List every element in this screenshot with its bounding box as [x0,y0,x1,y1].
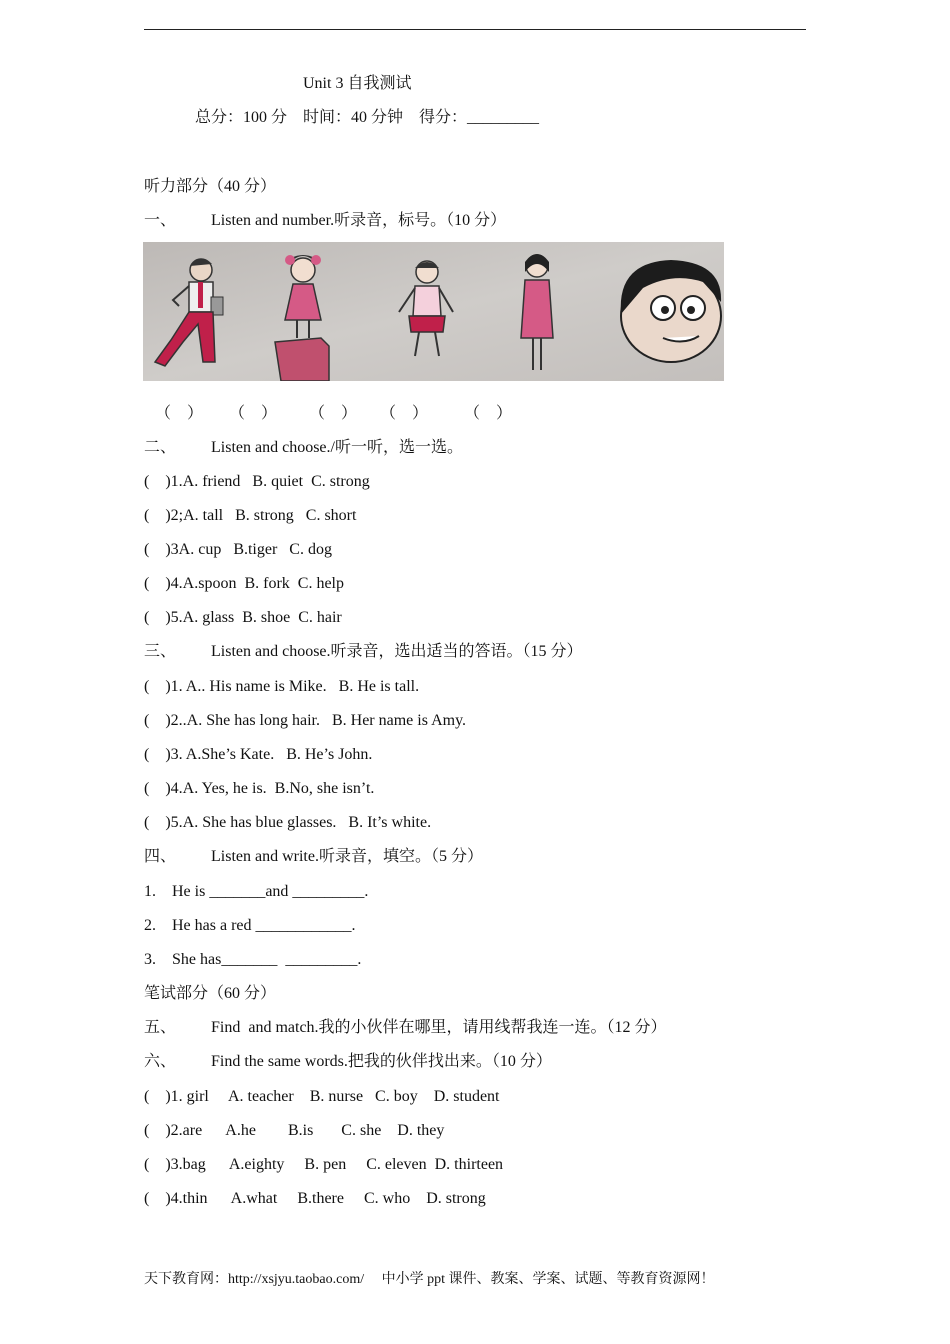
question-item: ( )4.A.spoon B. fork C. help [144,575,344,592]
question-item: ( )1. A.. His name is Mike. B. He is tall. [144,678,420,695]
listening-heading: 听力部分（40 分） [144,178,277,195]
section-instruction: Find and match.我的小伙伴在哪里，请用线帮我连一连。（12 分） [211,1019,667,1036]
section-5-heading [144,1018,667,1038]
section-2-heading [144,438,463,458]
question-item: ( )5.A. glass B. shoe C. hair [144,609,342,626]
section-instruction: Listen and choose.听录音，选出适当的答语。（15 分） [211,643,583,660]
answer-blank[interactable]: （ ） [155,405,204,422]
characters-photo [143,242,724,381]
section-1-heading [144,211,506,231]
section-number: 一、 [144,212,177,229]
question-item: ( )1.A. friend B. quiet C. strong [144,473,370,490]
section-3-heading [144,642,583,662]
answer-blank[interactable]: （ ） [464,405,513,422]
question-item: ( )5.A. She has blue glasses. B. It’s white. [144,814,432,831]
section-number: 二、 [144,439,177,456]
answer-blank[interactable]: （ ） [229,405,278,422]
time-limit: 时间：40 分钟 [303,109,404,126]
question-item: 2. He has a red ____________. [144,917,356,934]
section-4-heading [144,847,483,867]
page-footer: 天下教育网：http://xsjyu.taobao.com/ 中小学 ppt 课件、教案、学案、试题、等教育资源网！ [144,1272,715,1287]
section-instruction: Find the same words.把我的伙伴找出来。（10 分） [211,1053,552,1070]
section-instruction: Listen and write.听录音，填空。（5 分） [211,848,483,865]
writing-heading: 笔试部分（60 分） [144,985,277,1002]
question-item: ( )3. A.She’s Kate. B. He’s John. [144,746,373,763]
question-item: 3. She has_______ _________. [144,951,362,968]
section-number: 三、 [144,643,177,660]
question-item: ( )3A. cup B.tiger C. dog [144,541,332,558]
section-6-heading [144,1052,552,1072]
answer-blank[interactable]: （ ） [380,405,429,422]
question-item: ( )2..A. She has long hair. B. Her name is Amy. [144,712,467,729]
question-item: ( )2;A. tall B. strong C. short [144,507,357,524]
top-rule [144,29,806,30]
page-title: Unit 3 自我测试 [303,75,412,92]
question-item: ( )3.bag A.eighty B. pen C. eleven D. thirteen [144,1156,504,1173]
total-score: 总分：100 分 [195,109,288,126]
score-line [195,108,539,128]
section-number: 四、 [144,848,177,865]
score-field: 得分：_________ [419,109,540,126]
answer-blank[interactable]: （ ） [309,405,358,422]
question-item: 1. He is _______and _________. [144,883,369,900]
question-item: ( )2.are A.he B.is C. she D. they [144,1122,445,1139]
section-instruction: Listen and choose./听一听，选一选。 [211,439,463,456]
section-number: 六、 [144,1053,177,1070]
boy-head-figure [621,260,721,362]
question-item: ( )4.A. Yes, he is. B.No, she isn’t. [144,780,375,797]
question-item: ( )1. girl A. teacher B. nurse C. boy D. student [144,1088,500,1105]
section-number: 五、 [144,1019,177,1036]
section-instruction: Listen and number.听录音，标号。（10 分） [211,212,507,229]
question-item: ( )4.thin A.what B.there C. who D. strong [144,1190,486,1207]
